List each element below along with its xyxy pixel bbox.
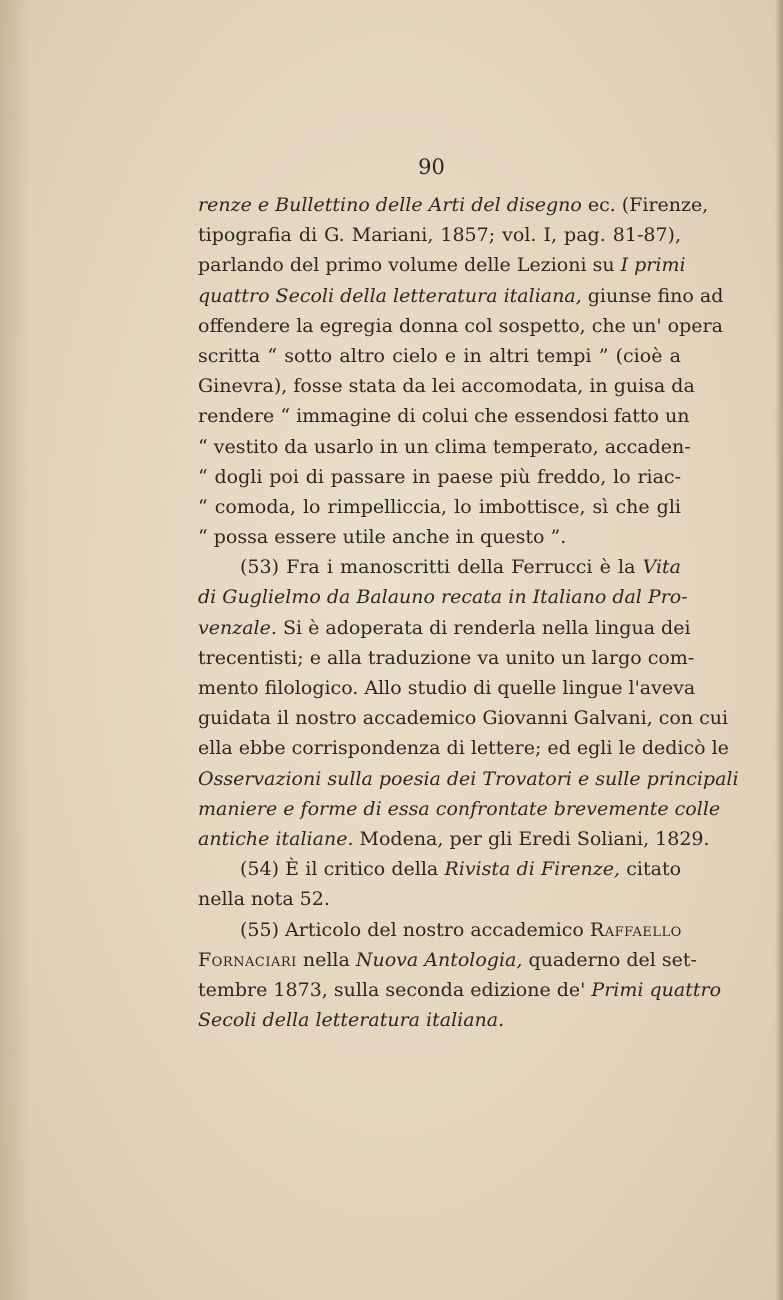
page-number: 90 [418,155,445,179]
text-run: “ possa essere utile anche in questo ”. [198,526,567,549]
text-line [198,341,681,371]
text-run: “ comoda, lo rimpelliccia, lo imbottisce, sì che gli [198,495,681,518]
footnotes-text-block [198,190,739,1035]
italic-text-run: maniere e forme di essa confrontate brevemente colle [198,797,721,820]
text-run: rendere “ immagine di colui che essendosi fatto un [198,405,690,428]
italic-text-run: Secoli della letteratura italiana. [198,1009,505,1032]
text-run: tembre 1873, sulla seconda edizione de' [198,978,592,1001]
text-run: trecentisti; e alla traduzione va unito un largo com- [198,646,695,669]
text-run: (54) È il critico della [240,858,445,881]
text-run: parlando del primo volume delle Lezioni su [198,254,621,277]
italic-text-run: Vita [642,556,681,579]
text-line [198,643,695,673]
text-run: quaderno del set- [522,948,697,971]
text-run: citato [620,858,682,881]
text-line [198,733,729,763]
text-run: Fornaciari [198,948,297,971]
page-edge-shadow-right [775,0,783,1300]
text-run: nella [296,948,356,971]
text-line [198,190,709,220]
text-line [198,432,691,462]
italic-text-run: antiche italiane. [198,827,354,850]
text-line [198,975,722,1005]
text-line [198,250,686,280]
text-line [198,1005,681,1035]
text-line [198,401,690,431]
text-line [198,915,681,945]
text-run: giunse fino ad [581,284,724,307]
text-line [198,673,696,703]
text-run: guidata il nostro accademico Giovanni Galvani, con cui [198,707,729,730]
text-line [198,522,681,552]
text-line [198,371,695,401]
text-line [198,884,681,914]
italic-text-run: Osservazioni sulla poesia dei Trovatori e sulle principali [198,767,739,790]
text-run: (55) Articolo del nostro accademico [240,918,590,941]
italic-text-run: renze e Bullettino delle Arti del disegno [198,194,582,216]
text-run: scritta “ sotto altro cielo e in altri tempi ” (cioè a [198,344,681,367]
text-line [198,613,691,643]
text-run: (53) Fra i manoscritti della Ferrucci è la [240,556,643,579]
text-line [198,220,681,250]
text-line [198,462,681,492]
text-run: “ vestito da usarlo in un clima temperato, accaden- [198,435,691,458]
text-line [198,281,724,311]
text-run: Modena, per gli Eredi Soliani, 1829. [353,827,710,850]
text-run: ec. (Firenze, [581,194,709,216]
italic-text-run: venzale. [198,616,277,639]
page-edge-shadow-left [0,0,30,1300]
text-run: “ dogli poi di passare in paese più freddo, lo riac- [198,465,681,488]
text-run: Si è adoperata di renderla nella lingua dei [276,616,691,639]
text-line [198,552,681,582]
text-run: nella nota 52. [198,888,330,911]
text-run: Raffaello [589,918,682,941]
text-line [198,824,710,854]
text-line [198,703,729,733]
text-run: tipografia di G. Mariani, 1857; vol. I, pag. 81-87), [198,224,681,247]
text-run: Ginevra), fosse stata da lei accomodata, in guisa da [198,375,695,398]
italic-text-run: quattro Secoli della letteratura italiana, [198,284,582,307]
text-run: offendere la egregia donna col sospetto, che un' opera [198,314,723,337]
italic-text-run: Nuova Antologia, [355,948,523,971]
italic-text-run: I primi [620,254,686,277]
text-line [198,764,739,794]
text-line [198,311,723,341]
text-run: mento filologico. Allo studio di quelle lingue l'aveva [198,677,696,699]
italic-text-run: Rivista di Firenze, [444,858,621,881]
text-line [198,492,681,522]
text-run: ella ebbe corrispondenza di lettere; ed egli le dedicò le [198,737,729,760]
text-line [198,582,688,612]
text-line [198,794,721,824]
italic-text-run: di Guglielmo da Balauno recata in Italiano dal Pro- [198,586,688,609]
text-line [198,945,697,975]
text-line [198,854,681,884]
italic-text-run: Primi quattro [591,978,722,1001]
